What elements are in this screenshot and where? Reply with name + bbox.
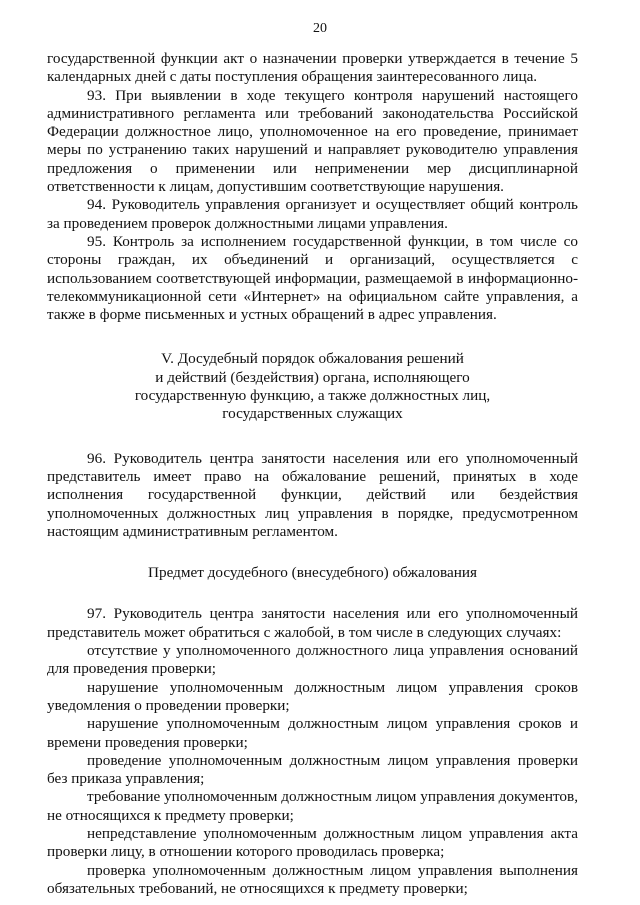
paragraph: требование уполномоченным должностным лицом управления документов, не относящихся к предмету проверки; [47,788,578,824]
subsection-heading [47,564,578,582]
paragraph: нарушение уполномоченным должностным лицом управления сроков уведомления о проведении проверки; [47,678,578,714]
paragraph: 95. Контроль за исполнением государственной функции, в том числе со стороны граждан, их объединений и организаций, осуществляется с использованием соответствующей информации, размещаемой в информационно-телекоммуникационной сети «Интернет» на официальном сайте управления, а также в форме письменных и устных обращений в адрес управления. [47,232,578,324]
paragraph: нарушение уполномоченным должностным лицом управления сроков и времени проведения проверки; [47,715,578,751]
section-heading [47,350,578,423]
heading-line: и действий (бездействия) органа, исполняющего [155,368,470,386]
paragraph: отсутствие у уполномоченного должностного лица управления оснований для проведения проверки; [47,642,578,678]
paragraph: проведение уполномоченным должностным лицом управления проверки без приказа управления; [47,751,578,788]
heading-line: государственных служащих [222,405,403,423]
page-number: 20 [313,21,327,36]
paragraph: проверка уполномоченным должностным лицом управления выполнения обязательных требований, не относящихся к предмету проверки; [47,861,578,897]
heading-line: Предмет досудебного (внесудебного) обжалования [148,564,477,582]
paragraph: непредставление уполномоченным должностным лицом управления акта проверки лицу, в отношении которого проводилась проверка; [47,824,578,861]
paragraph: государственной функции акт о назначении проверки утверждается в течение 5 календарных дней с даты поступления обращения заинтересованного лица. [47,50,578,86]
document-body [47,50,578,898]
heading-line: государственную функцию, а также должностных лиц, [134,387,491,405]
heading-line: V. Досудебный порядок обжалования решений [161,350,464,368]
paragraph: 96. Руководитель центра занятости населения или его уполномоченный представитель имеет право на обжалование решений, принятых в ходе исполнения государственной функции, действий или бездействия уполномоченных должностных лиц управления в порядке, предусмотренном настоящим административным регламентом. [47,449,578,540]
paragraph: 93. При выявлении в ходе текущего контроля нарушений настоящего административного регламента или требований законодательства Российской Федерации должностное лицо, уполномоченное на его проведение, принимает меры по устранению таких нарушений и направляет руководителю управления предложения о применении или неприменении мер дисциплинарной ответственности к лицам, допустившим соответствующие нарушения. [47,86,578,196]
paragraph: 97. Руководитель центра занятости населения или его уполномоченный представитель может обратиться с жалобой, в том числе в следующих случаях: [47,605,578,641]
paragraph: 94. Руководитель управления организует и осуществляет общий контроль за проведением проверок должностными лицами управления. [47,196,578,232]
